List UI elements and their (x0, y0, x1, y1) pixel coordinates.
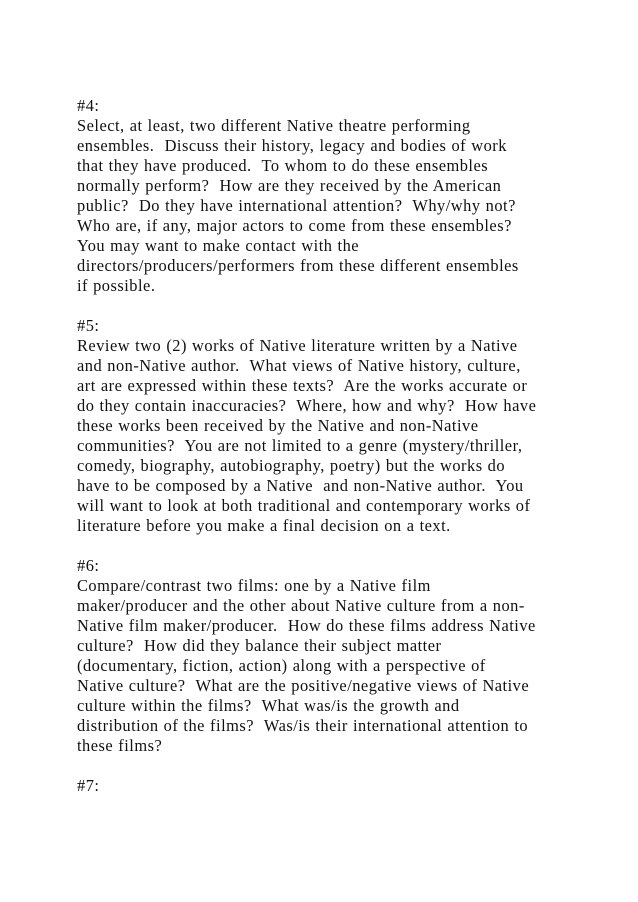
text-line: communities? You are not limited to a genre (mystery/thriller, (77, 436, 523, 455)
text-line: comedy, biography, autobiography, poetry) but the works do (77, 456, 506, 475)
text-line: Who are, if any, major actors to come from these ensembles? (77, 216, 512, 235)
paragraph-gap (77, 756, 617, 776)
text-line: Review two (2) works of Native literature written by a Native (77, 336, 518, 355)
text-line: ensembles. Discuss their history, legacy and bodies of work (77, 136, 507, 155)
text-line: Native culture? What are the positive/negative views of Native (77, 676, 530, 695)
text-line: these works been received by the Native and non-Native (77, 416, 479, 435)
text-line: do they contain inaccuracies? Where, how and why? How have (77, 396, 537, 415)
section-4 (77, 96, 617, 296)
text-line: directors/producers/performers from these different ensembles (77, 256, 519, 275)
paragraph-gap (77, 536, 617, 556)
text-line: public? Do they have international attention? Why/why not? (77, 196, 516, 215)
document-body (77, 96, 617, 796)
text-line: normally perform? How are they received by the American (77, 176, 502, 195)
text-line: that they have produced. To whom to do these ensembles (77, 156, 489, 175)
section-7 (77, 776, 617, 796)
text-line: You may want to make contact with the (77, 236, 360, 255)
text-line: (documentary, fiction, action) along with a perspective of (77, 656, 486, 675)
text-line: distribution of the films? Was/is their international attention to (77, 716, 529, 735)
text-line: if possible. (77, 276, 156, 295)
section-5 (77, 316, 617, 536)
text-line: Compare/contrast two films: one by a Native film (77, 576, 431, 595)
text-line: art are expressed within these texts? Are the works accurate or (77, 376, 528, 395)
text-line: Native film maker/producer. How do these films address Native (77, 616, 536, 635)
section-heading: #5: (77, 316, 100, 335)
section-heading: #6: (77, 556, 100, 575)
section-heading: #7: (77, 776, 100, 795)
text-line: maker/producer and the other about Native culture from a non- (77, 596, 525, 615)
text-line: will want to look at both traditional and contemporary works of (77, 496, 531, 515)
text-line: literature before you make a final decision on a text. (77, 516, 451, 535)
text-line: culture within the films? What was/is the growth and (77, 696, 460, 715)
text-line: these films? (77, 736, 163, 755)
text-line: have to be composed by a Native and non-Native author. You (77, 476, 524, 495)
text-line: and non-Native author. What views of Native history, culture, (77, 356, 521, 375)
text-line: Select, at least, two different Native theatre performing (77, 116, 471, 135)
text-line: culture? How did they balance their subject matter (77, 636, 442, 655)
paragraph-gap (77, 296, 617, 316)
section-heading: #4: (77, 96, 100, 115)
section-6 (77, 556, 617, 756)
